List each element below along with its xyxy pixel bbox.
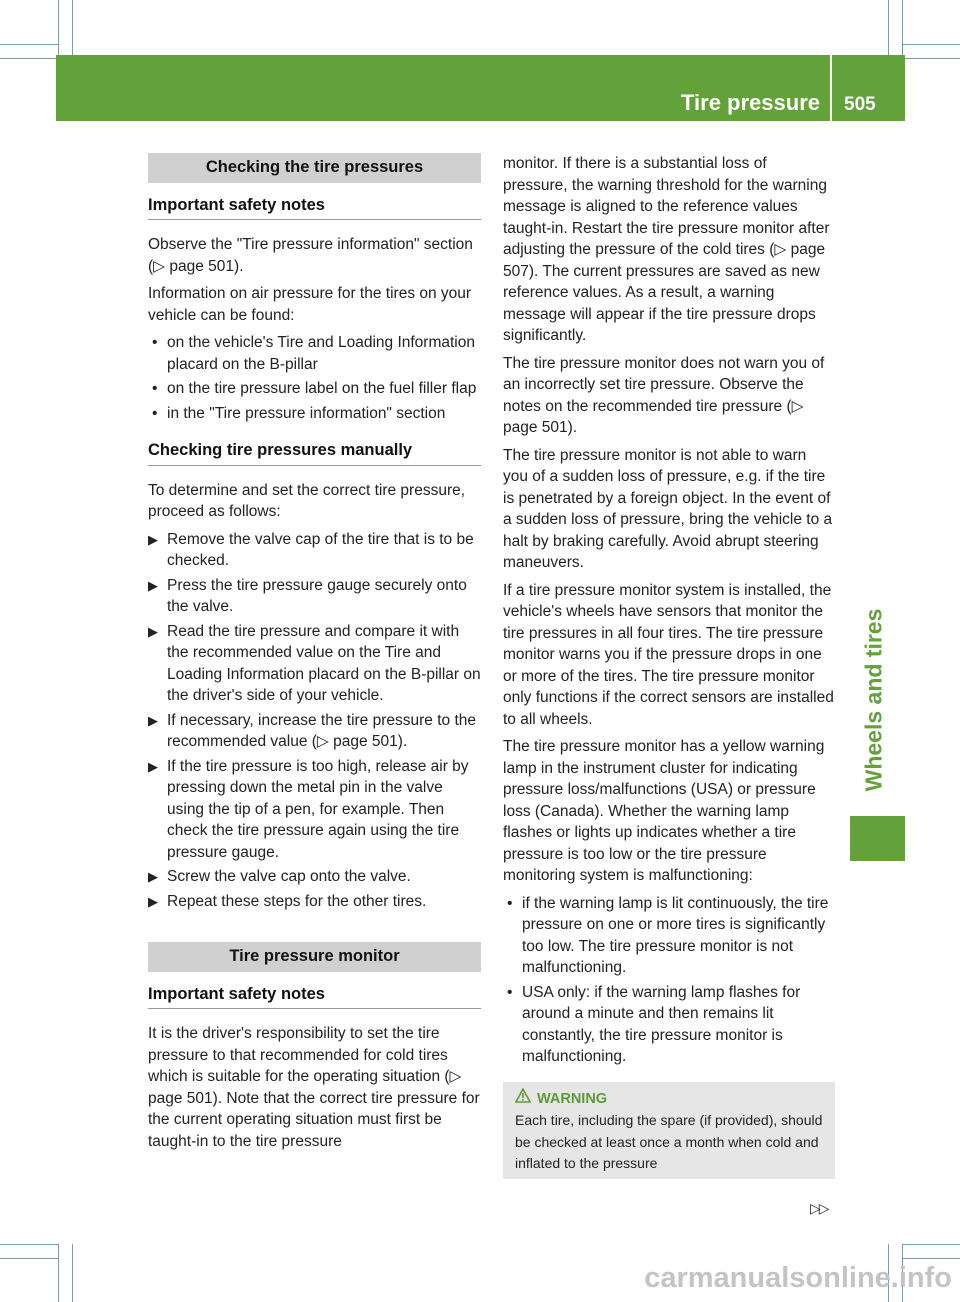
step-arrow-icon: ▶ (148, 712, 158, 728)
warning-box (503, 1082, 835, 1179)
step-arrow-icon: ▶ (148, 577, 158, 593)
warning-icon (515, 1088, 531, 1111)
crop-mark (0, 1258, 58, 1259)
continue-icon: ▷▷ (810, 1200, 828, 1216)
list-item: • USA only: if the warning lamp flashes for around a minute and then remains lit constantly, the tire pressure monitor is malfunctioning. (503, 982, 835, 1068)
step-arrow-icon: ▶ (148, 869, 158, 884)
step-list (148, 529, 481, 913)
subheading: Important safety notes (148, 984, 481, 1010)
crop-mark (888, 0, 889, 58)
right-column (503, 153, 835, 1179)
warning-heading: WARNING (515, 1088, 823, 1111)
step-item: ▶ If necessary, increase the tire pressure to the recommended value (▷ page 501). (148, 711, 477, 750)
page-number: 505 (844, 94, 876, 115)
paragraph: The tire pressure monitor has a yellow warning lamp in the instrument cluster for indicating pressure loss/malfunctions (USA) or pressure loss (Canada). Whether the warning lamp flashes or lights up indicates whether a tire pressure is too low or the tire pressure monitoring system is malfunctioning: (503, 738, 825, 884)
crop-mark (902, 0, 903, 58)
crop-mark (0, 58, 58, 59)
left-column (148, 153, 481, 1158)
step-arrow-icon: ▶ (148, 893, 158, 909)
chapter-tab (844, 600, 904, 800)
step-arrow-icon: ▶ (148, 531, 158, 547)
step-item: ▶ Screw the valve cap onto the valve. (148, 866, 481, 888)
subheading: Checking tire pressures manually (148, 440, 481, 466)
step-arrow-icon: ▶ (148, 758, 158, 774)
paragraph: If a tire pressure monitor system is installed, the vehicle's wheels have sensors that monitor the tire pressures in all four tires. The tire pressure monitor warns you if the pressure drops in one or more of the tires. The tire pressure monitor only functions if the correct sensors are installed to all wheels. (503, 581, 834, 728)
section-heading: Tire pressure monitor (148, 942, 481, 972)
crop-mark (58, 1244, 59, 1302)
step-item: ▶ Press the tire pressure gauge securely onto the valve. (148, 576, 467, 615)
crop-mark (902, 1258, 960, 1259)
chapter-marker (850, 816, 905, 861)
step-item: ▶ If the tire pressure is too high, release air by pressing down the metal pin in the valve using the tip of a pen, for example. Then check the tire pressure again using the tire pressure gauge. (148, 757, 469, 861)
chapter-tab-label: Wheels and tires (860, 608, 887, 792)
crop-mark (902, 1244, 960, 1245)
list-item: • on the vehicle's Tire and Loading Information placard on the B-pillar (148, 332, 481, 375)
paragraph: To determine and set the correct tire pressure, proceed as follows: (148, 481, 466, 520)
step-arrow-icon: ▶ (148, 623, 158, 639)
header-divider (830, 55, 832, 121)
bullet-list (148, 332, 481, 424)
step-item: ▶ Remove the valve cap of the tire that is to be checked. (148, 530, 474, 569)
crop-mark (58, 0, 59, 58)
crop-mark (902, 44, 960, 45)
crop-mark (902, 58, 960, 59)
paragraph: The tire pressure monitor does not warn you of an incorrectly set tire pressure. Observe the notes on the recommended tire pressure (▷ page 501). (503, 354, 825, 436)
crop-mark (72, 1244, 73, 1302)
page-title: Tire pressure (680, 90, 820, 115)
bullet-list (503, 893, 835, 1068)
list-item: • if the warning lamp is lit continuously, the tire pressure on one or more tires is significantly too low. The tire pressure monitor is not malfunctioning. (503, 893, 835, 979)
subheading: Important safety notes (148, 195, 481, 221)
paragraph: Observe the "Tire pressure information" section (▷ page 501). (148, 236, 473, 275)
crop-mark (0, 44, 58, 45)
list-item: • in the "Tire pressure information" section (148, 403, 481, 425)
watermark: carmanualsonline.info (644, 1262, 952, 1294)
paragraph: It is the driver's responsibility to set the tire pressure to that recommended for cold tires which is suitable for the operating situation (▷ page 501). Note that the correct tire pressure for the current operating situation must first be taught-in to the tire pressure (148, 1025, 480, 1150)
step-item: ▶ Repeat these steps for the other tires. (148, 891, 481, 913)
crop-mark (0, 1244, 58, 1245)
paragraph: Information on air pressure for the tires on your vehicle can be found: (148, 285, 472, 324)
step-item: ▶ Read the tire pressure and compare it with the recommended value on the Tire and Loading Information placard on the B-pillar on the driver's side of your vehicle. (148, 622, 481, 704)
paragraph: monitor. If there is a substantial loss of pressure, the warning threshold for the warning message is aligned to the reference values taught-in. Restart the tire pressure monitor after adjusting the pressure of the cold tires (▷ page 507). The current pressures are saved as new reference values. As a result, a warning message will appear if the tire pressure drops significantly. (503, 155, 830, 344)
warning-text: Each tire, including the spare (if provided), should be checked at least once a month when cold and inflated to the pressure (515, 1112, 823, 1171)
section-heading: Checking the tire pressures (148, 153, 481, 183)
list-item: • on the tire pressure label on the fuel filler flap (148, 378, 481, 400)
paragraph: The tire pressure monitor is not able to warn you of a sudden loss of pressure, e.g. if the tire is penetrated by a foreign object. In the event of a sudden loss of pressure, bring the vehicle to a halt by braking carefully. Avoid abrupt steering maneuvers. (503, 446, 833, 571)
crop-mark (72, 0, 73, 58)
